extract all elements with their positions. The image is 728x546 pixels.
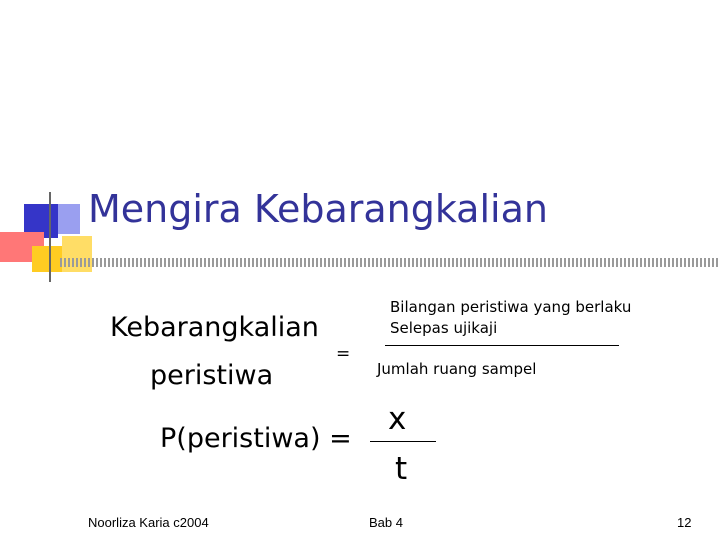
- footer-chapter: Bab 4: [369, 515, 403, 530]
- title-divider: [60, 258, 720, 267]
- formula1-equals: =: [336, 344, 351, 364]
- formula1-fraction-bar: [385, 345, 619, 346]
- formula2-denominator: t: [395, 451, 408, 487]
- footer-author: Noorliza Karia c2004: [88, 515, 209, 530]
- formula1-lhs-line2: peristiwa: [150, 360, 274, 391]
- formula2-lhs: P(peristiwa) =: [160, 423, 352, 454]
- formula1-denominator: Jumlah ruang sampel: [377, 360, 537, 378]
- decor-square-lightblue: [58, 204, 80, 234]
- formula2-fraction-bar: [370, 441, 436, 442]
- formula1-lhs-line1: Kebarangkalian: [110, 312, 319, 343]
- formula1-numerator-line2: Selepas ujikaji: [390, 319, 498, 337]
- decor-square-yellow: [32, 246, 62, 272]
- decor-vertical-line: [49, 192, 51, 282]
- formula1-numerator-line1: Bilangan peristiwa yang berlaku: [390, 298, 632, 316]
- footer-page-number: 12: [677, 515, 692, 530]
- formula2-numerator: x: [388, 401, 407, 437]
- slide-title: Mengira Kebarangkalian: [88, 187, 548, 231]
